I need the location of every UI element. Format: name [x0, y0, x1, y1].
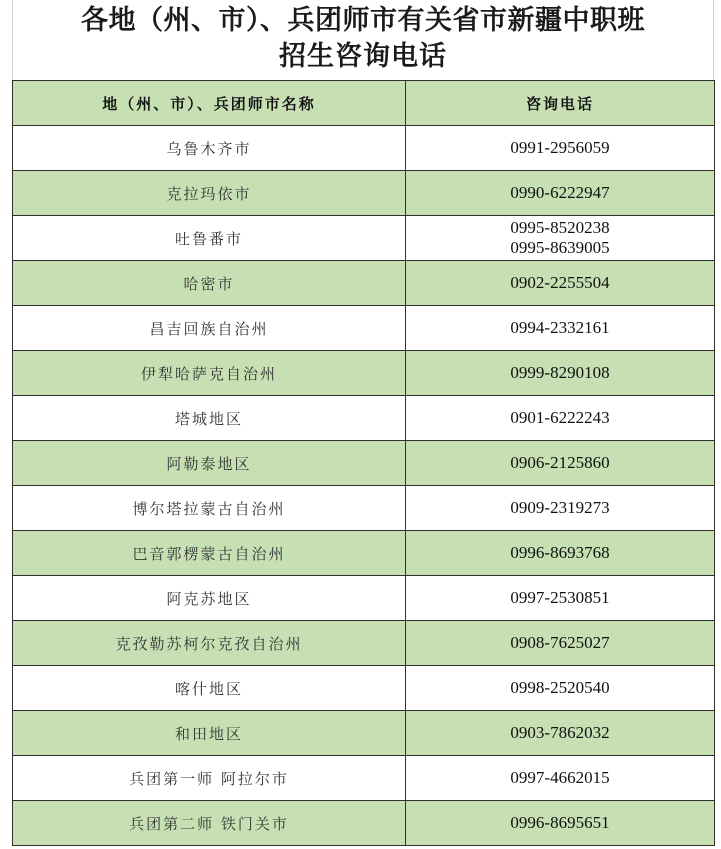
phone-number: 0901-6222243: [510, 408, 610, 427]
phone-number: 0997-4662015: [510, 768, 610, 787]
table-row: [13, 306, 715, 351]
page-title: [12, 0, 714, 80]
phone-number: 0996-8693768: [510, 543, 610, 562]
phone-cell: [406, 396, 715, 441]
phone-number: 0990-6222947: [510, 183, 610, 202]
region-name-cell: 哈密市: [13, 261, 406, 306]
region-name-cell: 阿克苏地区: [13, 576, 406, 621]
table-row: [13, 216, 715, 261]
region-name-cell: 兵团第一师 阿拉尔市: [13, 756, 406, 801]
phone-cell: [406, 666, 715, 711]
table-row: [13, 621, 715, 666]
header-phone: 咨询电话: [406, 81, 715, 126]
table-row: [13, 486, 715, 531]
table-row: [13, 756, 715, 801]
phone-cell: [406, 531, 715, 576]
phone-number: 0998-2520540: [510, 678, 610, 697]
region-name-cell: 乌鲁木齐市: [13, 126, 406, 171]
phone-number: 0997-2530851: [510, 588, 610, 607]
region-name-cell: 克拉玛依市: [13, 171, 406, 216]
table-row: [13, 441, 715, 486]
table-row: [13, 261, 715, 306]
phone-number: 0995-8520238: [510, 218, 610, 237]
phone-cell: [406, 126, 715, 171]
phone-number: 0909-2319273: [510, 498, 610, 517]
region-name-cell: 博尔塔拉蒙古自治州: [13, 486, 406, 531]
phone-number: 0906-2125860: [510, 453, 610, 472]
phone-cell: [406, 171, 715, 216]
title-line-2: 招生咨询电话: [279, 41, 447, 72]
table-row: [13, 576, 715, 621]
phone-cell: [406, 621, 715, 666]
phone-number: 0991-2956059: [510, 138, 610, 157]
table-body: [13, 126, 715, 846]
table-header-row: [13, 81, 715, 126]
region-name-cell: 阿勒泰地区: [13, 441, 406, 486]
region-name-cell: 和田地区: [13, 711, 406, 756]
region-name-cell: 克孜勒苏柯尔克孜自治州: [13, 621, 406, 666]
region-name-cell: 兵团第二师 铁门关市: [13, 801, 406, 846]
phone-number: 0996-8695651: [510, 813, 610, 832]
phone-cell: [406, 216, 715, 261]
region-name-cell: 昌吉回族自治州: [13, 306, 406, 351]
region-name-cell: 吐鲁番市: [13, 216, 406, 261]
table-row: [13, 666, 715, 711]
phone-cell: [406, 486, 715, 531]
phone-number: 0994-2332161: [510, 318, 610, 337]
phone-cell: [406, 801, 715, 846]
header-name: 地（州、市）、兵团师市名称: [13, 81, 406, 126]
phone-cell: [406, 261, 715, 306]
phone-cell: [406, 756, 715, 801]
phone-number: 0903-7862032: [510, 723, 610, 742]
table-row: [13, 126, 715, 171]
phone-number: 0999-8290108: [510, 363, 610, 382]
table-row: [13, 531, 715, 576]
table-row: [13, 396, 715, 441]
region-name-cell: 伊犁哈萨克自治州: [13, 351, 406, 396]
region-name-cell: 巴音郭楞蒙古自治州: [13, 531, 406, 576]
title-line-1: 各地（州、市）、兵团师市有关省市新疆中职班: [81, 5, 645, 36]
region-name-cell: 塔城地区: [13, 396, 406, 441]
phone-number: 0902-2255504: [510, 273, 610, 292]
table-row: [13, 801, 715, 846]
contact-table: [12, 80, 715, 846]
phone-cell: [406, 306, 715, 351]
table-row: [13, 711, 715, 756]
table-row: [13, 351, 715, 396]
phone-cell: [406, 441, 715, 486]
phone-number: 0995-8639005: [510, 238, 610, 257]
phone-number: 0908-7625027: [510, 633, 610, 652]
region-name-cell: 喀什地区: [13, 666, 406, 711]
phone-cell: [406, 576, 715, 621]
phone-cell: [406, 711, 715, 756]
table-row: [13, 171, 715, 216]
phone-cell: [406, 351, 715, 396]
